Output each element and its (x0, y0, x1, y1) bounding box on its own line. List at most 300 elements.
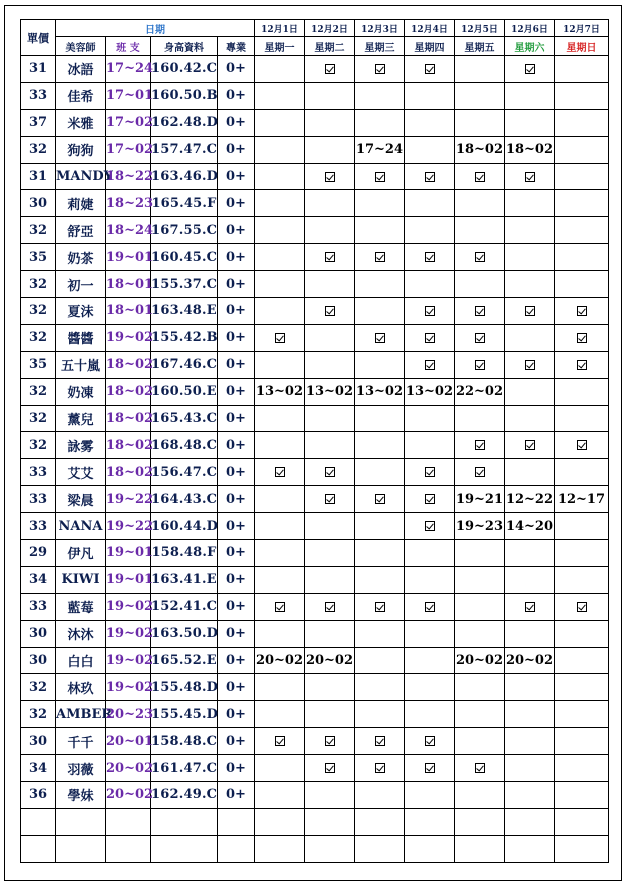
day-cell (355, 405, 405, 432)
table-row (21, 593, 609, 620)
day-cell (555, 109, 609, 136)
day-cell (305, 163, 355, 190)
price-cell: 37 (21, 109, 56, 136)
day-cell (305, 405, 355, 432)
checkbox-checked-icon (325, 306, 335, 316)
class-cell: 19~01 (106, 244, 151, 271)
day-cell: 20~02 (255, 647, 305, 674)
pro-cell: 0+ (218, 566, 255, 593)
checkbox-checked-icon (425, 333, 435, 343)
class-cell: 19~22 (106, 486, 151, 513)
day-cell (305, 674, 355, 701)
day-cell (405, 432, 455, 459)
blank-cell (56, 808, 106, 835)
day-cell (455, 163, 505, 190)
body-data-cell: 155.48.D (151, 674, 218, 701)
name-cell: 五十嵐 (56, 351, 106, 378)
pro-cell: 0+ (218, 217, 255, 244)
class-cell: 18~02 (106, 459, 151, 486)
pro-cell: 0+ (218, 593, 255, 620)
day-cell (555, 513, 609, 540)
pro-cell: 0+ (218, 782, 255, 809)
price-cell: 36 (21, 782, 56, 809)
header-weekday-6: 星期六 (505, 37, 555, 56)
day-cell (505, 163, 555, 190)
pro-cell: 0+ (218, 701, 255, 728)
day-cell (405, 593, 455, 620)
day-cell (405, 244, 455, 271)
table-row (21, 701, 609, 728)
price-cell: 30 (21, 190, 56, 217)
day-cell (555, 674, 609, 701)
price-cell: 30 (21, 620, 56, 647)
day-cell (305, 432, 355, 459)
header-date-3: 12月3日 (355, 20, 405, 37)
class-cell: 20~01 (106, 728, 151, 755)
checkbox-checked-icon (525, 602, 535, 612)
name-cell: 沐沐 (56, 620, 106, 647)
price-cell: 33 (21, 459, 56, 486)
blank-cell (555, 808, 609, 835)
name-cell: 狗狗 (56, 136, 106, 163)
checkbox-checked-icon (525, 306, 535, 316)
day-cell (505, 271, 555, 298)
day-cell: 18~02 (455, 136, 505, 163)
day-cell (455, 728, 505, 755)
day-cell (405, 566, 455, 593)
name-cell: 莉婕 (56, 190, 106, 217)
day-cell: 17~24 (355, 136, 405, 163)
day-cell (505, 728, 555, 755)
checkbox-checked-icon (577, 360, 587, 370)
header-weekday-4: 星期四 (405, 37, 455, 56)
day-cell (455, 566, 505, 593)
price-cell: 33 (21, 593, 56, 620)
class-cell: 20~23 (106, 701, 151, 728)
day-cell (505, 378, 555, 405)
day-cell (255, 566, 305, 593)
blank-cell (405, 808, 455, 835)
blank-cell (505, 835, 555, 862)
checkbox-checked-icon (375, 172, 385, 182)
day-cell (305, 701, 355, 728)
checkbox-checked-icon (275, 602, 285, 612)
checkbox-checked-icon (475, 306, 485, 316)
body-data-cell: 163.46.D (151, 163, 218, 190)
checkbox-checked-icon (425, 602, 435, 612)
name-cell: 梁晨 (56, 486, 106, 513)
pro-cell: 0+ (218, 405, 255, 432)
day-cell (255, 486, 305, 513)
price-cell: 31 (21, 56, 56, 83)
day-cell (255, 136, 305, 163)
day-cell (505, 109, 555, 136)
table-row (21, 298, 609, 325)
day-cell (355, 540, 405, 567)
checkbox-checked-icon (425, 252, 435, 262)
day-cell (355, 190, 405, 217)
pro-cell: 0+ (218, 728, 255, 755)
blank-cell (21, 835, 56, 862)
day-cell (455, 56, 505, 83)
day-cell (255, 163, 305, 190)
pro-cell: 0+ (218, 298, 255, 325)
day-cell (555, 566, 609, 593)
day-cell (255, 217, 305, 244)
day-cell (555, 432, 609, 459)
header-date-7: 12月7日 (555, 20, 609, 37)
day-cell (505, 782, 555, 809)
blank-cell (151, 835, 218, 862)
day-cell (305, 728, 355, 755)
day-cell (305, 109, 355, 136)
class-cell: 19~02 (106, 620, 151, 647)
day-cell (405, 163, 455, 190)
day-cell (505, 755, 555, 782)
name-cell: 千千 (56, 728, 106, 755)
day-cell (305, 217, 355, 244)
day-cell (355, 782, 405, 809)
day-cell (405, 136, 455, 163)
name-cell: 白白 (56, 647, 106, 674)
class-cell: 18~02 (106, 405, 151, 432)
pro-cell: 0+ (218, 378, 255, 405)
day-cell (455, 593, 505, 620)
header-date-2: 12月2日 (305, 20, 355, 37)
body-data-cell: 152.41.C (151, 593, 218, 620)
day-cell (555, 620, 609, 647)
blank-cell (218, 808, 255, 835)
day-cell (555, 271, 609, 298)
name-cell: 舒亞 (56, 217, 106, 244)
blank-row (21, 808, 609, 835)
checkbox-checked-icon (325, 602, 335, 612)
checkbox-checked-icon (525, 172, 535, 182)
name-cell: AMBER (56, 701, 106, 728)
table-body (21, 56, 609, 863)
body-data-cell: 158.48.C (151, 728, 218, 755)
name-cell: MANDY (56, 163, 106, 190)
day-cell: 12~22 (505, 486, 555, 513)
day-cell (555, 163, 609, 190)
day-cell (555, 244, 609, 271)
blank-cell (218, 835, 255, 862)
schedule-table (20, 19, 609, 863)
day-cell (455, 701, 505, 728)
checkbox-checked-icon (325, 467, 335, 477)
pro-cell: 0+ (218, 432, 255, 459)
day-cell (355, 217, 405, 244)
body-data-cell: 161.47.C (151, 755, 218, 782)
checkbox-checked-icon (525, 440, 535, 450)
checkbox-checked-icon (275, 736, 285, 746)
table-row (21, 782, 609, 809)
day-cell (355, 593, 405, 620)
day-cell (455, 109, 505, 136)
day-cell (505, 217, 555, 244)
price-cell: 32 (21, 405, 56, 432)
blank-cell (355, 808, 405, 835)
class-cell: 17~02 (106, 136, 151, 163)
blank-cell (106, 808, 151, 835)
table-row (21, 109, 609, 136)
day-cell (355, 728, 405, 755)
day-cell (255, 244, 305, 271)
name-cell: 奶凍 (56, 378, 106, 405)
blank-cell (455, 835, 505, 862)
price-cell: 35 (21, 351, 56, 378)
header-date-5: 12月5日 (455, 20, 505, 37)
class-cell: 19~01 (106, 566, 151, 593)
day-cell (555, 56, 609, 83)
day-cell (555, 593, 609, 620)
body-data-cell: 162.49.C (151, 782, 218, 809)
day-cell: 20~02 (505, 647, 555, 674)
header-name: 美容師 (56, 37, 106, 56)
class-cell: 17~24 (106, 56, 151, 83)
checkbox-checked-icon (577, 333, 587, 343)
name-cell: 伊凡 (56, 540, 106, 567)
class-cell: 19~02 (106, 593, 151, 620)
day-cell: 18~02 (505, 136, 555, 163)
name-cell: 醬醬 (56, 324, 106, 351)
day-cell (405, 190, 455, 217)
price-cell: 32 (21, 674, 56, 701)
checkbox-checked-icon (475, 440, 485, 450)
day-cell (555, 82, 609, 109)
pro-cell: 0+ (218, 244, 255, 271)
table-row (21, 324, 609, 351)
body-data-cell: 163.41.E (151, 566, 218, 593)
blank-cell (305, 808, 355, 835)
day-cell (405, 271, 455, 298)
day-cell (255, 298, 305, 325)
day-cell (255, 755, 305, 782)
day-cell (355, 244, 405, 271)
body-data-cell: 167.46.C (151, 351, 218, 378)
pro-cell: 0+ (218, 109, 255, 136)
day-cell (355, 566, 405, 593)
table-row (21, 566, 609, 593)
day-cell (355, 647, 405, 674)
name-cell: 詠雾 (56, 432, 106, 459)
day-cell (255, 82, 305, 109)
pro-cell: 0+ (218, 620, 255, 647)
body-data-cell: 160.44.D (151, 513, 218, 540)
checkbox-checked-icon (425, 467, 435, 477)
table-row (21, 486, 609, 513)
day-cell (355, 109, 405, 136)
name-cell: 夏沫 (56, 298, 106, 325)
table-row (21, 82, 609, 109)
checkbox-checked-icon (525, 64, 535, 74)
header-class: 班 支 (106, 37, 151, 56)
name-cell: 奶茶 (56, 244, 106, 271)
price-cell: 34 (21, 566, 56, 593)
day-cell (505, 701, 555, 728)
price-cell: 32 (21, 701, 56, 728)
blank-row (21, 835, 609, 862)
table-row (21, 163, 609, 190)
table-row (21, 56, 609, 83)
day-cell (355, 351, 405, 378)
checkbox-checked-icon (577, 602, 587, 612)
class-cell: 17~02 (106, 109, 151, 136)
header-date-1: 12月1日 (255, 20, 305, 37)
body-data-cell: 163.50.D (151, 620, 218, 647)
day-cell (505, 566, 555, 593)
body-data-cell: 164.43.C (151, 486, 218, 513)
day-cell (455, 432, 505, 459)
name-cell: NANA (56, 513, 106, 540)
day-cell (555, 324, 609, 351)
day-cell: 19~21 (455, 486, 505, 513)
day-cell (555, 378, 609, 405)
checkbox-checked-icon (475, 360, 485, 370)
class-cell: 18~01 (106, 271, 151, 298)
day-cell (305, 244, 355, 271)
pro-cell: 0+ (218, 755, 255, 782)
day-cell (305, 82, 355, 109)
day-cell (455, 782, 505, 809)
table-row (21, 620, 609, 647)
day-cell: 12~17 (555, 486, 609, 513)
day-cell (405, 324, 455, 351)
body-data-cell: 162.48.D (151, 109, 218, 136)
day-cell (505, 674, 555, 701)
header-price: 單價 (21, 20, 56, 56)
body-data-cell: 168.48.C (151, 432, 218, 459)
day-cell (505, 432, 555, 459)
price-cell: 32 (21, 136, 56, 163)
class-cell: 20~02 (106, 755, 151, 782)
day-cell (305, 540, 355, 567)
day-cell (255, 540, 305, 567)
body-data-cell: 160.50.B (151, 82, 218, 109)
day-cell (405, 728, 455, 755)
header-weekday-2: 星期二 (305, 37, 355, 56)
name-cell: 米雅 (56, 109, 106, 136)
day-cell: 19~23 (455, 513, 505, 540)
day-cell (455, 244, 505, 271)
name-cell: 薰兒 (56, 405, 106, 432)
day-cell (405, 459, 455, 486)
pro-cell: 0+ (218, 459, 255, 486)
class-cell: 19~01 (106, 540, 151, 567)
checkbox-checked-icon (425, 736, 435, 746)
checkbox-checked-icon (425, 521, 435, 531)
pro-cell: 0+ (218, 324, 255, 351)
day-cell (305, 620, 355, 647)
day-cell (305, 513, 355, 540)
day-cell (505, 620, 555, 647)
body-data-cell: 156.47.C (151, 459, 218, 486)
day-cell (555, 298, 609, 325)
day-cell (405, 755, 455, 782)
pro-cell: 0+ (218, 163, 255, 190)
class-cell: 19~02 (106, 324, 151, 351)
day-cell (405, 351, 455, 378)
checkbox-checked-icon (325, 252, 335, 262)
pro-cell: 0+ (218, 674, 255, 701)
day-cell (455, 82, 505, 109)
day-cell (305, 136, 355, 163)
body-data-cell: 165.45.F (151, 190, 218, 217)
day-cell (255, 432, 305, 459)
day-cell (455, 351, 505, 378)
header-date-group: 日期 (56, 20, 255, 37)
name-cell: 冰語 (56, 56, 106, 83)
day-cell (455, 190, 505, 217)
day-cell: 13~02 (405, 378, 455, 405)
body-data-cell: 160.42.C (151, 56, 218, 83)
header-date-4: 12月4日 (405, 20, 455, 37)
day-cell (305, 782, 355, 809)
name-cell: 學妹 (56, 782, 106, 809)
day-cell (555, 405, 609, 432)
day-cell (555, 136, 609, 163)
day-cell (505, 351, 555, 378)
checkbox-checked-icon (375, 252, 385, 262)
pro-cell: 0+ (218, 82, 255, 109)
day-cell: 13~02 (355, 378, 405, 405)
day-cell (255, 324, 305, 351)
checkbox-checked-icon (425, 64, 435, 74)
price-cell: 29 (21, 540, 56, 567)
class-cell: 18~01 (106, 298, 151, 325)
day-cell (555, 782, 609, 809)
blank-cell (106, 835, 151, 862)
checkbox-checked-icon (425, 494, 435, 504)
pro-cell: 0+ (218, 56, 255, 83)
day-cell (255, 674, 305, 701)
class-cell: 18~23 (106, 190, 151, 217)
price-cell: 33 (21, 513, 56, 540)
table-row (21, 271, 609, 298)
class-cell: 18~02 (106, 351, 151, 378)
day-cell (355, 513, 405, 540)
day-cell (305, 566, 355, 593)
day-cell (355, 701, 405, 728)
day-cell (405, 217, 455, 244)
checkbox-checked-icon (425, 763, 435, 773)
day-cell (305, 459, 355, 486)
blank-cell (355, 835, 405, 862)
price-cell: 32 (21, 298, 56, 325)
table-row (21, 432, 609, 459)
header-weekday-3: 星期三 (355, 37, 405, 56)
price-cell: 35 (21, 244, 56, 271)
day-cell: 13~02 (305, 378, 355, 405)
table-row (21, 674, 609, 701)
day-cell (355, 163, 405, 190)
class-cell: 18~24 (106, 217, 151, 244)
table-row (21, 459, 609, 486)
blank-cell (305, 835, 355, 862)
day-cell: 14~20 (505, 513, 555, 540)
pro-cell: 0+ (218, 540, 255, 567)
day-cell (255, 405, 305, 432)
name-cell: KIWI (56, 566, 106, 593)
body-data-cell: 155.37.C (151, 271, 218, 298)
header-body: 身高資料 (151, 37, 218, 56)
price-cell: 33 (21, 82, 56, 109)
pro-cell: 0+ (218, 486, 255, 513)
checkbox-checked-icon (577, 306, 587, 316)
checkbox-checked-icon (425, 360, 435, 370)
day-cell (355, 271, 405, 298)
price-cell: 32 (21, 217, 56, 244)
